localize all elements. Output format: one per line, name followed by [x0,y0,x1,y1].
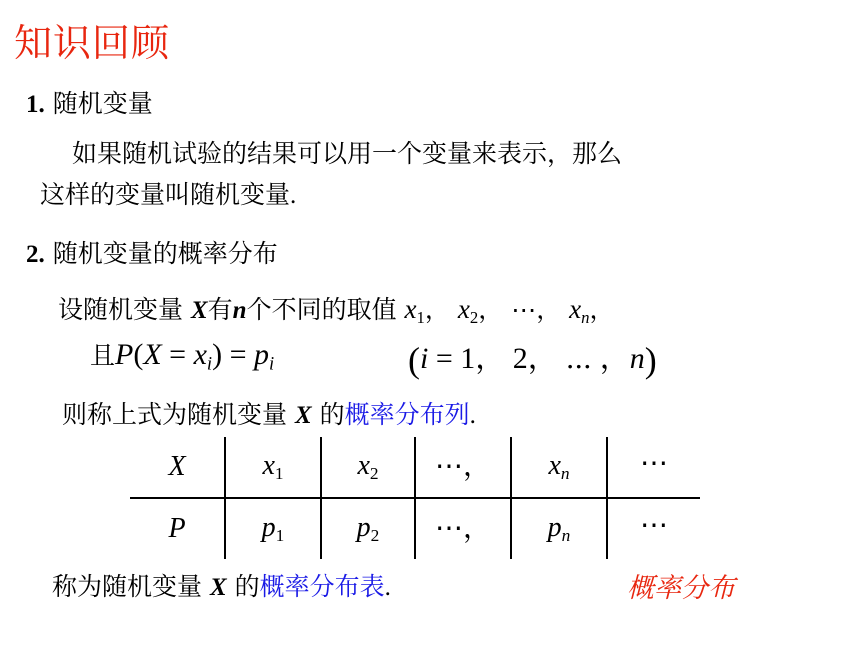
section1-line1: 如果随机试验的结果可以用一个变量来表示，那么 [72,139,623,168]
section1-title: 随机变量 [52,89,153,118]
line1-post: 个不同的取值 [246,295,397,324]
line1-sep3: ， [536,295,562,324]
line1-sep1: ， [424,295,450,324]
table-row [130,437,700,498]
term-distribution-table: 概率分布表 [259,572,385,601]
line3-de: 的 [319,400,345,429]
table-head-x: X [130,437,225,498]
line1-end: ， [589,295,615,324]
footer-pre: 称为随机变量 [52,572,203,601]
range-paren-open: ( [408,340,420,380]
line1-x1-sub: 1 [416,308,425,328]
section1-line2-text: 这样的变量叫随机变量 [40,180,291,209]
line3-end: . [469,402,476,429]
table-cell: ⋯ [607,498,700,559]
term-distribution-list: 概率分布列 [344,400,470,429]
line1-var-x: X [190,297,208,324]
section2-line2 [90,336,274,376]
line3-var: X [294,402,312,429]
footer-line [52,567,391,603]
table-row [130,498,700,559]
formula-xi: x [193,338,207,371]
line1-dots: ⋯ [511,297,537,324]
section1-line2-end: . [290,182,297,209]
footer-de: 的 [234,572,260,601]
line1-var-n: n [232,297,247,324]
line3-pre: 则称上式为随机变量 [62,400,288,429]
formula-eq1: = [161,338,194,371]
range-paren-close: ) [644,340,657,380]
table-cell: $p_2$ [321,498,415,559]
formula-p: P [115,338,134,371]
page-title: 知识回顾 [14,21,171,65]
section2-line3 [62,395,476,431]
footer-end: . [384,574,391,601]
table-head-p: P [168,513,186,544]
section2-number: 2. [26,241,45,268]
line1-x1: x [404,294,417,324]
table-cell: ⋯， [415,437,511,498]
formula-lp: ( [133,338,144,371]
formula-pi: p [254,338,270,371]
section2-title: 随机变量的概率分布 [52,239,278,268]
distribution-table [130,437,700,559]
line1-has: 有 [207,295,233,324]
range-values: = 1， 2， ⋯ ， [428,342,630,375]
table-cell: ⋯， [415,498,511,559]
line1-pre: 设随机变量 [58,295,184,324]
line2-qie: 且 [90,341,116,370]
line1-x2: x [457,294,470,324]
footer-var: X [209,574,227,601]
line1-x2-sub: 2 [469,308,479,328]
section1-line2 [40,175,296,211]
note-probability-distribution: 概率分布 [627,573,735,604]
section2-line1 [58,290,615,328]
range-i: i [420,342,429,375]
table-cell: $x_n$ [511,437,607,498]
line1-sep2: ， [478,295,504,324]
formula-xi-sub: i [206,353,213,375]
section1-heading [26,84,153,120]
table-cell: $p_1$ [225,498,321,559]
formula-pi-sub: i [269,353,275,375]
formula-rp: ) [212,338,223,371]
table-cell: $x_1$ [225,437,321,498]
line1-xn: x [569,294,582,324]
table-cell: $x_2$ [321,437,415,498]
section2-range [408,333,657,381]
table-cell: ⋯ [607,437,700,498]
formula-eq2: = [222,338,255,371]
range-n: n [629,342,645,375]
section2-heading [26,234,278,270]
section1-number: 1. [26,91,45,118]
formula-x: X [143,338,162,371]
line1-xn-sub: n [581,308,590,328]
table-cell: $p_n$ [511,498,607,559]
